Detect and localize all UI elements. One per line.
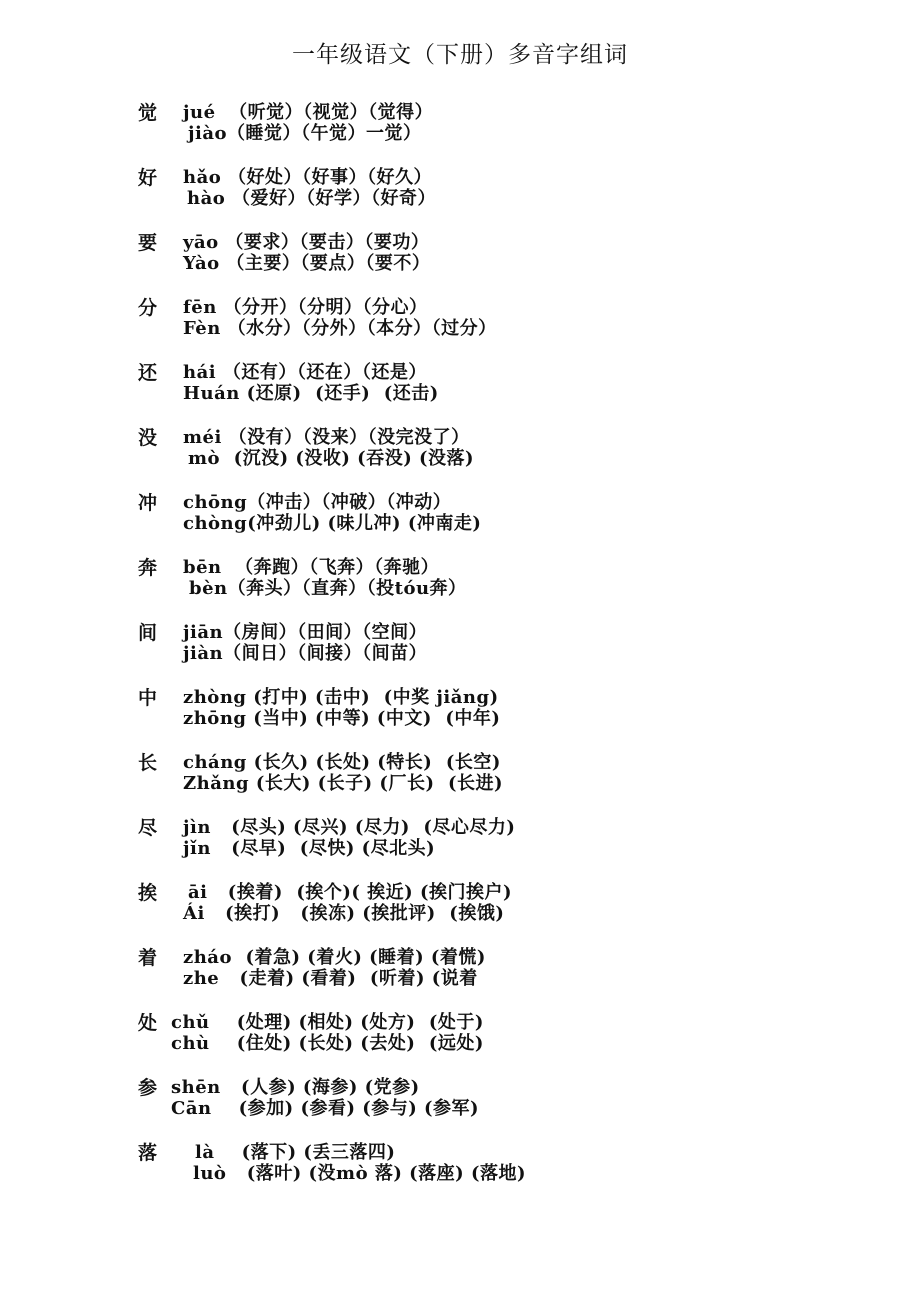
entry-char: 没 (138, 427, 158, 449)
entry-char: 长 (138, 752, 158, 774)
entry-jin (0, 817, 920, 863)
reading-line-1: là (落下) (丢三落四) (195, 1142, 396, 1163)
reading-line-1: zháo (着急) (着火) (睡着) (着慌) (183, 947, 486, 968)
reading-line-2: Zhǎng (长大) (长子) (厂长) (长进) (183, 773, 504, 794)
reading-line-2: Huán (还原) (还手) (还击) (183, 383, 439, 404)
entry-huan (0, 362, 920, 408)
reading-line-2: mò (沉没) (没收) (吞没) (没落) (188, 448, 475, 469)
entry-char: 觉 (138, 102, 158, 124)
entry-char: 要 (138, 232, 158, 254)
reading-line-1: jiān（房间）（田间）（空间） (183, 622, 428, 643)
reading-line-1: jìn (尽头) (尽兴) (尽力) (尽心尽力) (183, 817, 516, 838)
reading-line-1: fēn （分开）（分明）（分心） (183, 297, 428, 318)
reading-line-1: āi (挨着) (挨个)( 挨近) (挨门挨户) (188, 882, 512, 903)
entry-char: 着 (138, 947, 158, 969)
reading-line-2: chù (住处) (长处) (去处) (远处) (171, 1033, 484, 1054)
reading-line-1: chōng（冲击）（冲破）（冲动） (183, 492, 452, 513)
entry-zhong (0, 687, 920, 733)
reading-line-2: zhōng (当中) (中等) (中文) (中年) (183, 708, 501, 729)
entry-chong (0, 492, 920, 538)
entry-char: 中 (138, 687, 158, 709)
reading-line-2: Cān (参加) (参看) (参与) (参军) (171, 1098, 480, 1119)
entry-luo (0, 1142, 920, 1188)
entry-char: 还 (138, 362, 158, 384)
entry-chu (0, 1012, 920, 1058)
page-title: 一年级语文（下册）多音字组词 (292, 42, 628, 68)
entry-char: 参 (138, 1077, 158, 1099)
reading-line-1: hái （还有）（还在）（还是） (183, 362, 427, 383)
entry-char: 分 (138, 297, 158, 319)
entry-fen (0, 297, 920, 343)
reading-line-2: jǐn (尽早) (尽快) (尽北头) (183, 838, 436, 859)
entry-shen (0, 1077, 920, 1123)
reading-line-1: méi （没有）（没来）（没完没了） (183, 427, 470, 448)
entry-yao (0, 232, 920, 278)
reading-line-1: bēn （奔跑）（飞奔）（奔驰） (183, 557, 440, 578)
reading-line-1: yāo （要求）（要击）（要功） (183, 232, 430, 253)
reading-line-2: chòng(冲劲儿) (味儿冲) (冲南走) (183, 513, 482, 534)
entry-char: 尽 (138, 817, 158, 839)
reading-line-1: chǔ (处理) (相处) (处方) (处于) (171, 1012, 484, 1033)
entry-jian (0, 622, 920, 668)
reading-line-2: bèn（奔头）（直奔）（投tóu奔） (189, 578, 467, 599)
entry-jue (0, 102, 920, 148)
entry-char: 间 (138, 622, 158, 644)
entry-hao (0, 167, 920, 213)
reading-line-2: jiào（睡觉）（午觉）一觉） (188, 123, 422, 144)
reading-line-1: zhòng (打中) (击中) (中奖 jiǎng) (183, 687, 499, 708)
entry-char: 落 (138, 1142, 158, 1164)
reading-line-2: zhe (走着) (看着) (听着) (说着 (183, 968, 478, 989)
reading-line-1: jué （听觉）（视觉）（觉得） (183, 102, 434, 123)
reading-line-2: Fèn （水分）（分外）（本分）（过分） (183, 318, 497, 339)
entry-ai (0, 882, 920, 928)
entry-char: 挨 (138, 882, 158, 904)
entry-ben (0, 557, 920, 603)
reading-line-1: shēn (人参) (海参) (党参) (171, 1077, 420, 1098)
entry-zhao (0, 947, 920, 993)
reading-line-2: luò (落叶) (没mò 落) (落座) (落地) (193, 1163, 526, 1184)
entry-chang (0, 752, 920, 798)
entry-mei (0, 427, 920, 473)
reading-line-2: Yào （主要）（要点）（要不） (183, 253, 431, 274)
reading-line-2: jiàn（间日）（间接）（间苗） (183, 643, 428, 664)
reading-line-2: hào （爱好）（好学）（好奇） (187, 188, 437, 209)
entry-char: 奔 (138, 557, 158, 579)
entry-char: 好 (138, 167, 158, 189)
entry-char: 处 (138, 1012, 158, 1034)
reading-line-1: hǎo （好处）（好事）（好久） (183, 167, 433, 188)
reading-line-2: Ái (挨打) (挨冻) (挨批评) (挨饿) (183, 903, 505, 924)
reading-line-1: cháng (长久) (长处) (特长) (长空) (183, 752, 501, 773)
entry-char: 冲 (138, 492, 158, 514)
